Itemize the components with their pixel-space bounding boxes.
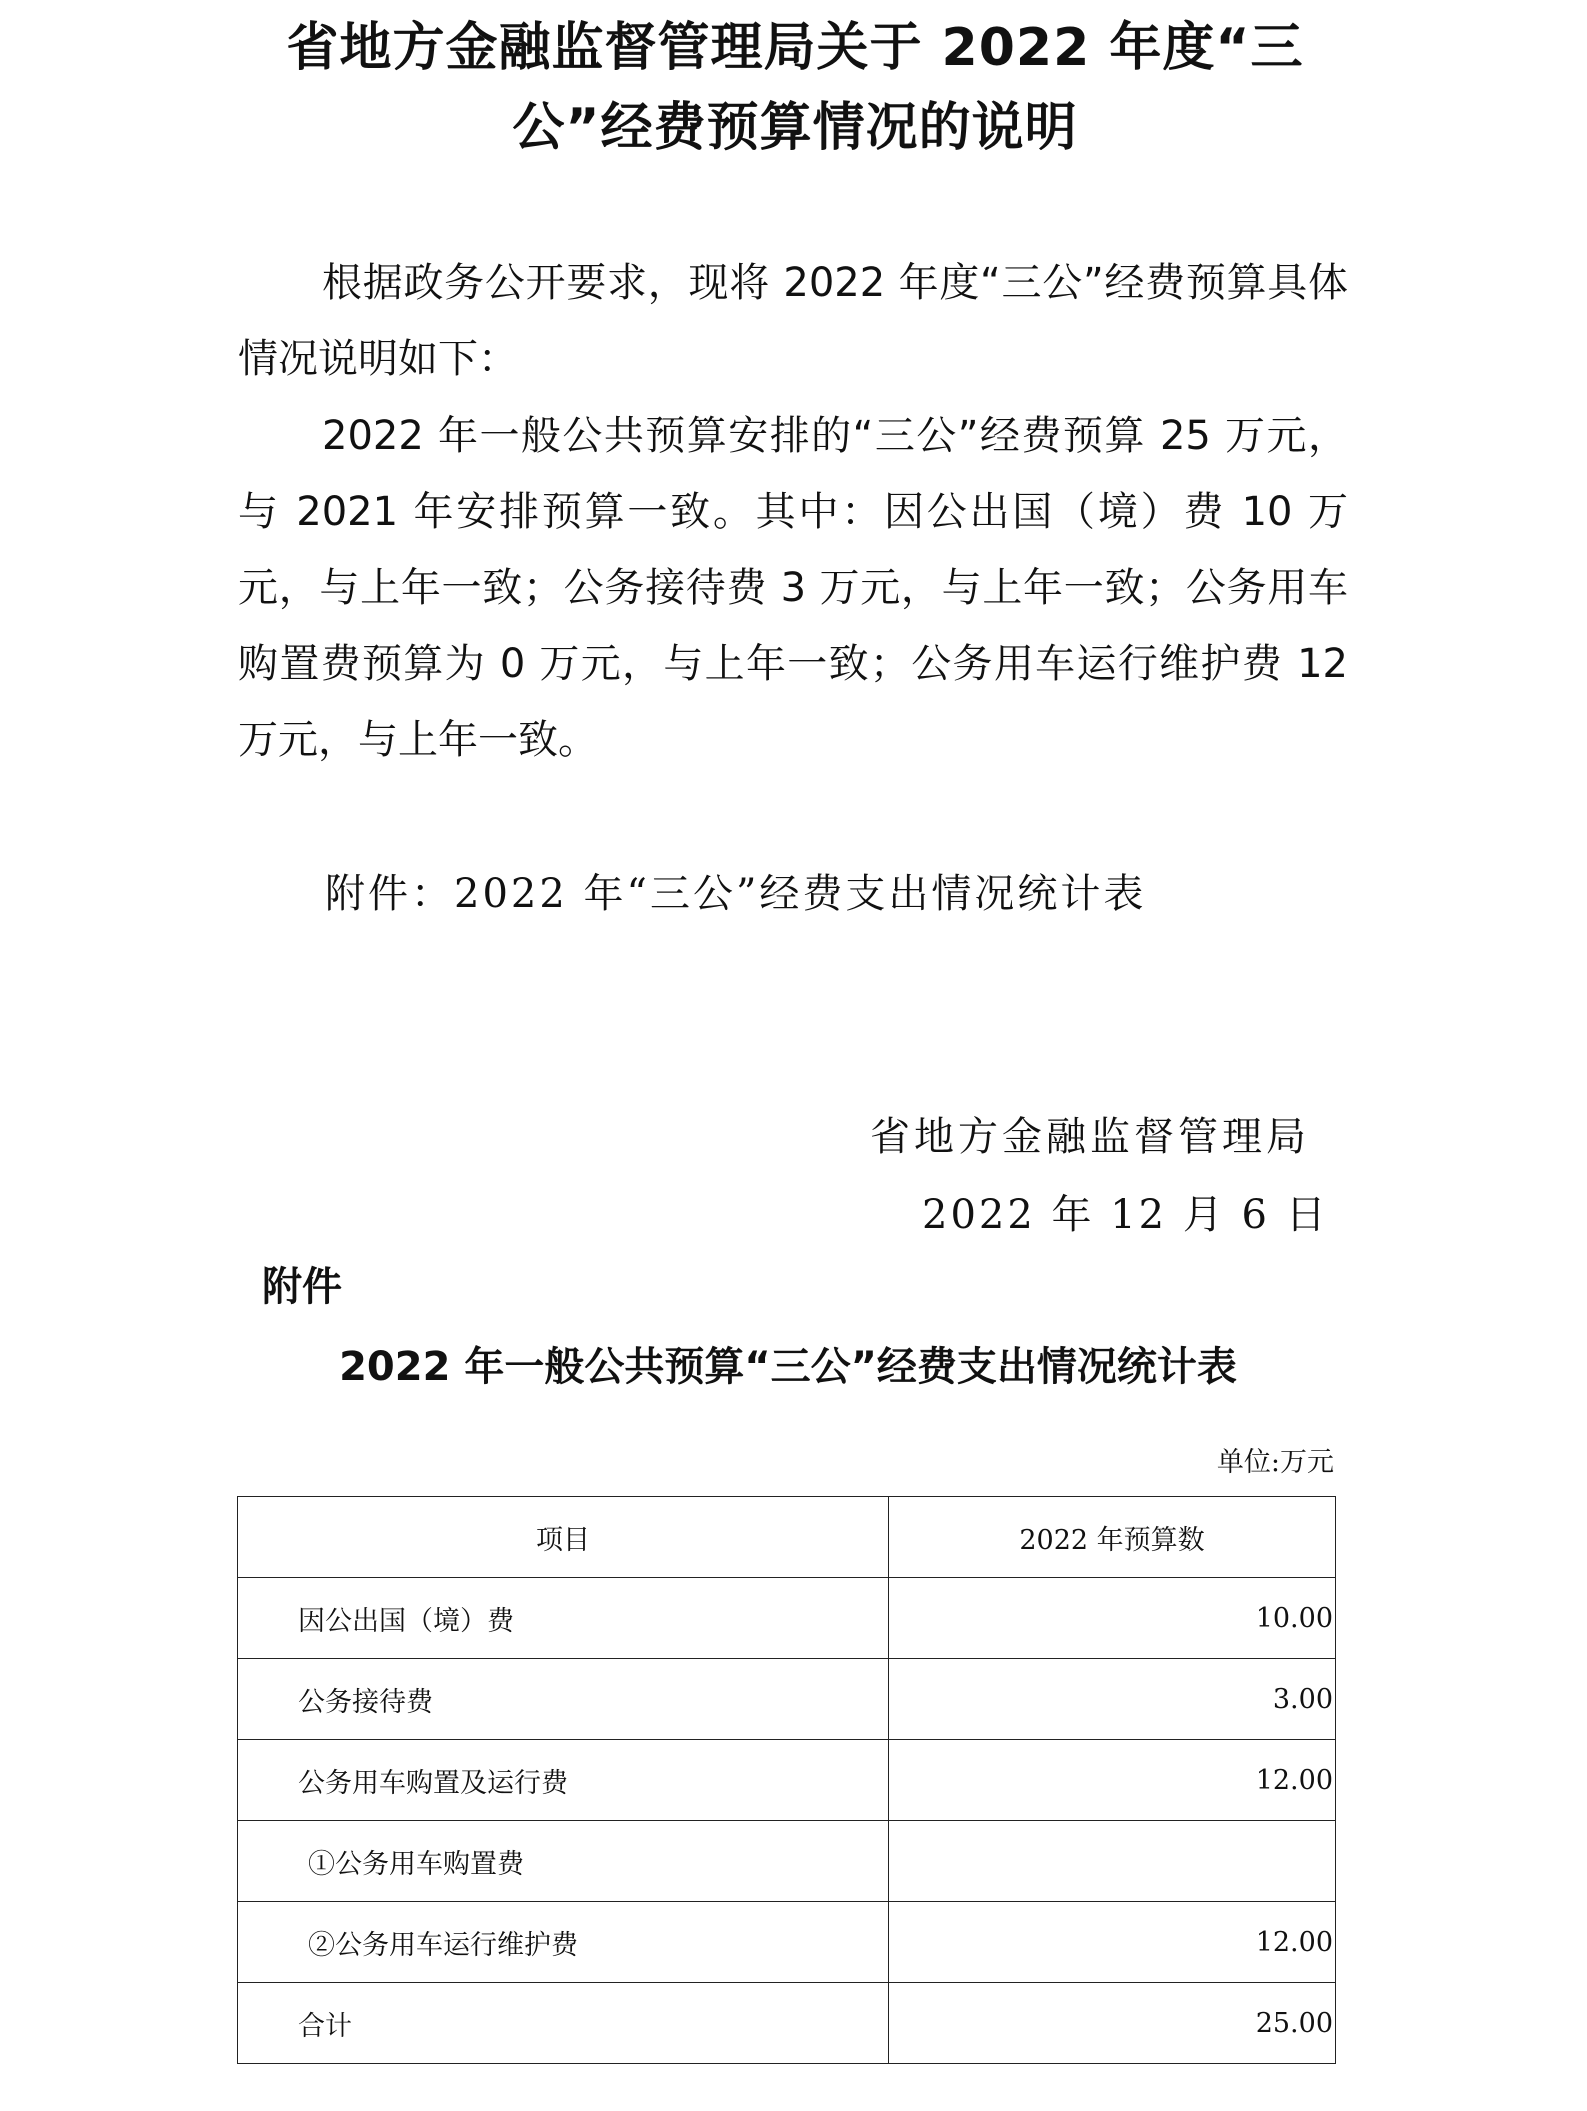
row-value — [889, 1821, 1336, 1902]
header-budget: 2022 年预算数 — [889, 1497, 1336, 1578]
table-row — [238, 1902, 1336, 1983]
row-value: 3.00 — [889, 1659, 1336, 1740]
row-value: 12.00 — [889, 1740, 1336, 1821]
attachment-note: 附件：2022 年“三公”经费支出情况统计表 — [325, 871, 1147, 917]
title-line-2: 公”经费预算情况的说明 — [512, 98, 1078, 158]
paragraph-budget-text: 2022 年一般公共预算安排的“三公”经费预算 25 万元，与 2021 年安排预算一致。其中：因公出国（境）费 10 万元，与上年一致；公务接待费 3 万元，与上年一致；公务用车购置费预算为 0 万元，与上年一致；公务用车运行维护费 12 万元，与上年一致。 — [238, 413, 1348, 763]
row-item: 合计 — [238, 1983, 889, 2064]
signature-date: 2022 年 12 月 6 日 — [922, 1192, 1329, 1238]
table-title: 2022 年一般公共预算“三公”经费支出情况统计表 — [339, 1344, 1237, 1390]
title-line-1: 省地方金融监督管理局关于 2022 年度“三 — [286, 18, 1304, 78]
row-value: 25.00 — [889, 1983, 1336, 2064]
document-title — [240, 8, 1350, 168]
row-item: 公务用车购置及运行费 — [238, 1740, 889, 1821]
row-item: ①公务用车购置费 — [238, 1821, 889, 1902]
table-unit: 单位:万元 — [1216, 1447, 1334, 1478]
row-item: ②公务用车运行维护费 — [238, 1902, 889, 1983]
paragraph-intro — [238, 245, 1348, 397]
table-row — [238, 1740, 1336, 1821]
header-item: 项目 — [238, 1497, 889, 1578]
table-row — [238, 1659, 1336, 1740]
attachment-label: 附件 — [262, 1264, 342, 1310]
table-total-row — [238, 1983, 1336, 2064]
row-value: 12.00 — [889, 1902, 1336, 1983]
row-value: 10.00 — [889, 1578, 1336, 1659]
paragraph-budget — [238, 398, 1348, 778]
paragraph-intro-text: 根据政务公开要求，现将 2022 年度“三公”经费预算具体情况说明如下： — [238, 260, 1348, 382]
signature-org: 省地方金融监督管理局 — [870, 1114, 1310, 1160]
row-item: 公务接待费 — [238, 1659, 889, 1740]
table-row — [238, 1578, 1336, 1659]
budget-table — [237, 1496, 1336, 2064]
row-item: 因公出国（境）费 — [238, 1578, 889, 1659]
table-row — [238, 1821, 1336, 1902]
table-header-row — [238, 1497, 1336, 1578]
